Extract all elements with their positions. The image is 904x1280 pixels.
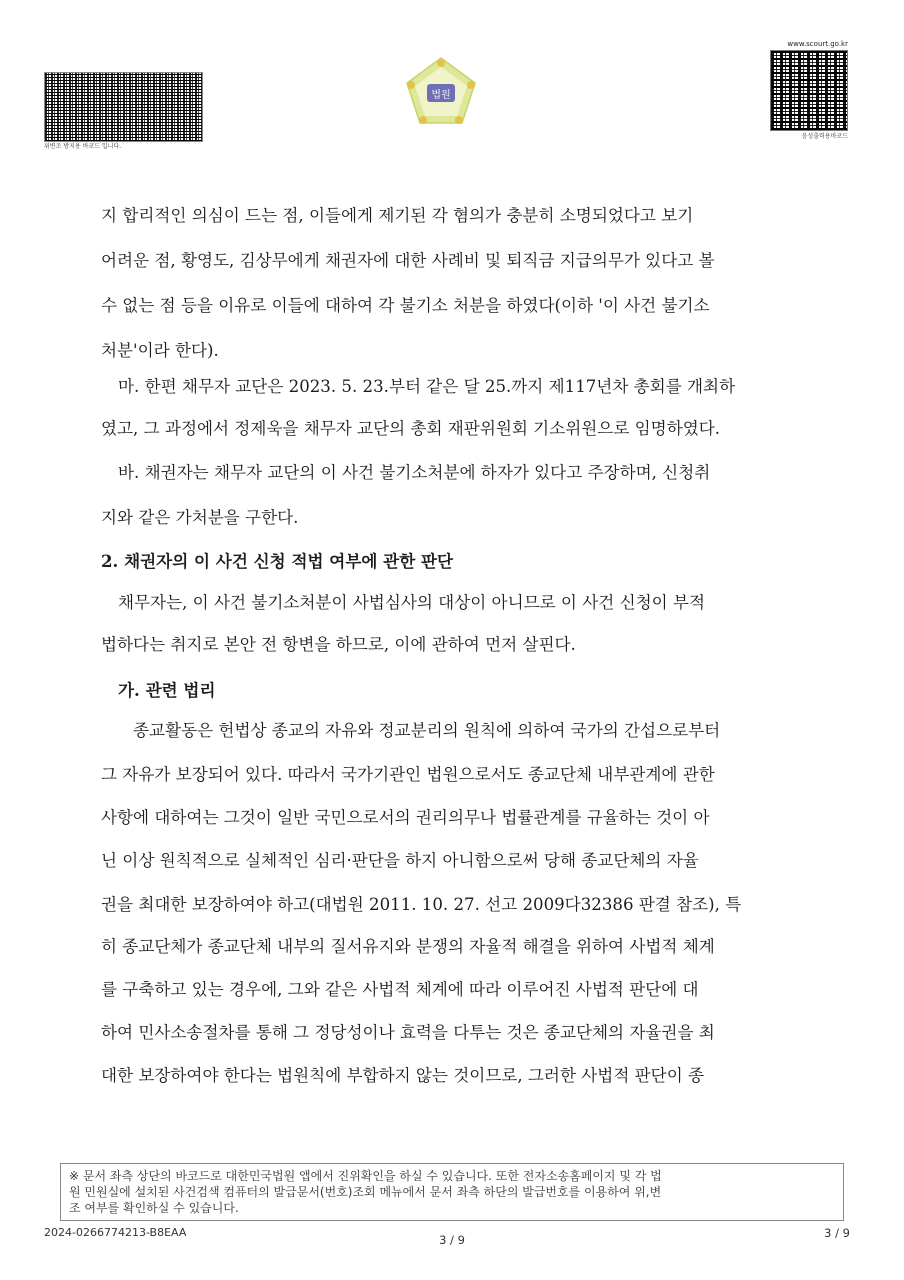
body-line: 처분'이라 한다). xyxy=(101,341,219,360)
body-line: 를 구축하고 있는 경우에, 그와 같은 사법적 체계에 따라 이루어진 사법적 판단에 대 xyxy=(101,980,699,999)
verification-notice xyxy=(60,1163,844,1221)
body-line: 지 합리적인 의심이 드는 점, 이들에게 제기된 각 혐의가 충분히 소명되었다고 보기 xyxy=(101,206,694,225)
body-line: 닌 이상 원칙적으로 실체적인 심리·판단을 하지 아니함으로써 당해 종교단체의 자율 xyxy=(101,851,699,870)
body-line: 히 종교단체가 종교단체 내부의 질서유지와 분쟁의 자율적 해결을 위하여 사법적 체계 xyxy=(101,937,715,956)
issue-number: 2024-0266774213-B8EAA xyxy=(44,1226,187,1239)
notice-line: ※ 문서 좌측 상단의 바코드로 대한민국법원 앱에서 진위확인을 하실 수 있습니다. 또한 전자소송홈페이지 및 각 법 xyxy=(69,1169,662,1183)
body-line: 그 자유가 보장되어 있다. 따라서 국가기관인 법원으로서도 종교단체 내부관계에 관한 xyxy=(101,765,715,784)
page-number-center: 3 / 9 xyxy=(439,1233,465,1247)
body-line: 바. 채권자는 채무자 교단의 이 사건 불기소처분에 하자가 있다고 주장하며, 신청취 xyxy=(118,463,711,482)
section-heading: 2. 채권자의 이 사건 신청 적법 여부에 관한 판단 xyxy=(101,551,454,571)
body-line: 였고, 그 과정에서 정제욱을 채무자 교단의 총회 재판위원회 기소위원으로 임명하였다. xyxy=(101,419,721,438)
body-line: 사항에 대하여는 그것이 일반 국민으로서의 권리의무나 법률관계를 규율하는 것이 아 xyxy=(101,808,710,827)
site-url: www.scourt.go.kr xyxy=(787,40,848,48)
body-line: 하여 민사소송절차를 통해 그 정당성이나 효력을 다투는 것은 종교단체의 자율권을 최 xyxy=(101,1023,715,1042)
court-emblem-label: 법원 xyxy=(431,90,451,101)
subsection-heading: 가. 관련 법리 xyxy=(118,680,216,700)
notice-line: 조 여부를 확인하실 수 있습니다. xyxy=(69,1201,239,1215)
body-line: 어려운 점, 황영도, 김상무에게 채권자에 대한 사례비 및 퇴직금 지급의무가 있다고 볼 xyxy=(101,251,715,270)
anti-forgery-barcode-caption: 위변조 방지용 바코드 입니다. xyxy=(44,143,122,150)
audio-output-barcode xyxy=(770,50,848,131)
body-line: 종교활동은 헌법상 종교의 자유와 정교분리의 원칙에 의하여 국가의 간섭으로부터 xyxy=(133,721,721,740)
body-line: 지와 같은 가처분을 구한다. xyxy=(101,508,299,527)
audio-output-barcode-caption: 음성출력용바코드 xyxy=(801,133,848,140)
anti-forgery-barcode xyxy=(44,72,203,142)
body-line: 수 없는 점 등을 이유로 이들에 대하여 각 불기소 처분을 하였다(이하 '이 사건 불기소 xyxy=(101,296,710,315)
page-number-right: 3 / 9 xyxy=(824,1226,850,1240)
court-emblem-icon xyxy=(398,50,484,132)
body-line: 마. 한편 채무자 교단은 2023. 5. 23.부터 같은 달 25.까지 제117년차 총회를 개최하 xyxy=(118,377,736,396)
body-line: 채무자는, 이 사건 불기소처분이 사법심사의 대상이 아니므로 이 사건 신청이 부적 xyxy=(118,593,705,612)
body-line: 법하다는 취지로 본안 전 항변을 하므로, 이에 관하여 먼저 살핀다. xyxy=(101,635,576,654)
body-line: 대한 보장하여야 한다는 법원칙에 부합하지 않는 것이므로, 그러한 사법적 판단이 종 xyxy=(101,1066,705,1085)
body-line: 권을 최대한 보장하여야 하고(대법원 2011. 10. 27. 선고 2009다32386 판결 참조), 특 xyxy=(101,895,742,914)
notice-line: 원 민원실에 설치된 사건검색 컴퓨터의 발급문서(번호)조회 메뉴에서 문서 좌측 하단의 발급번호를 이용하여 위,변 xyxy=(69,1185,662,1199)
